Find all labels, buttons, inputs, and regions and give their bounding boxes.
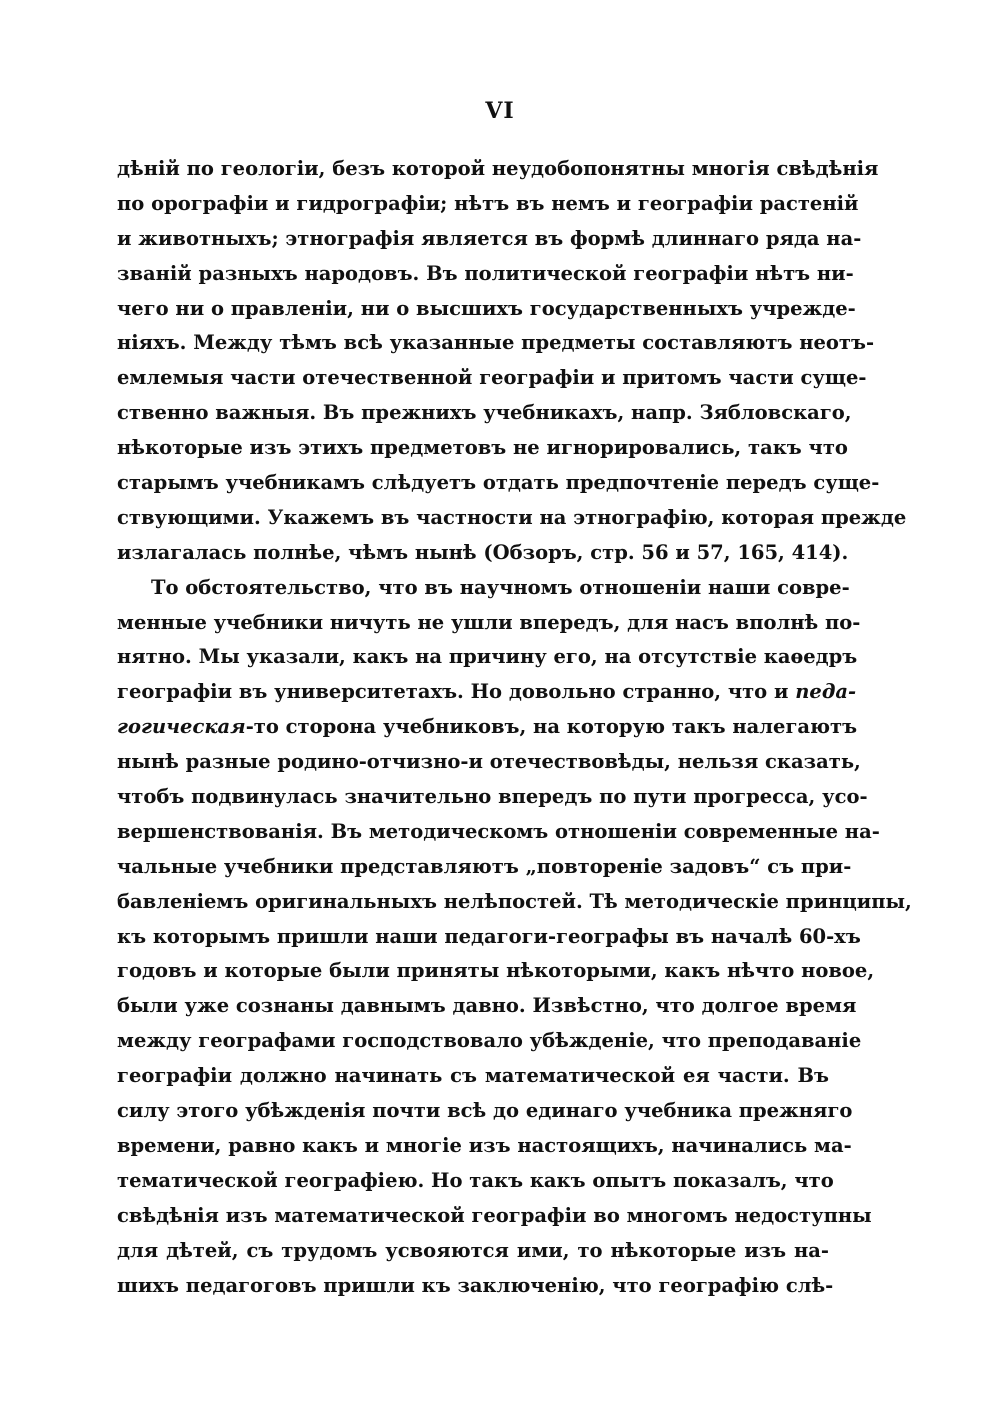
text-line-11: ствующими. Укажемъ въ частности на этнографію, которая прежде <box>117 505 907 529</box>
text-line-17 <box>117 710 858 745</box>
text-line-1: дѣній по геологіи, безъ которой неудобопонятны многія свѣдѣнія <box>117 157 879 180</box>
body-text <box>117 152 912 1303</box>
text-line-30: тематической географіею. Но такъ какъ опытъ показалъ, что <box>117 1168 834 1192</box>
page-number: VI <box>485 98 515 124</box>
text-line-14: менные учебники ничуть не ушли впередъ, для насъ вполнѣ по- <box>117 610 861 634</box>
text-line-12: излагалась полнѣе, чѣмъ нынѣ (Обзоръ, стр. 56 и 57, 165, 414). <box>117 540 849 564</box>
text-line-21: чальные учебники представляютъ „повтореніе задовъ“ съ при- <box>117 854 852 878</box>
text-line-23: къ которымъ пришли наши педагоги-географы въ началѣ 60-хъ <box>117 924 861 948</box>
text-line-16-main: географіи въ университетахъ. Но довольно странно, что и <box>117 680 796 704</box>
text-line-19: чтобъ подвинулась значительно впередъ по пути прогресса, усо- <box>117 785 868 809</box>
text-line-32: для дѣтей, съ трудомъ усвояются ими, то нѣкоторые изъ на- <box>117 1238 829 1262</box>
text-line-10: старымъ учебникамъ слѣдуетъ отдать предпочтеніе передъ суще- <box>117 471 880 495</box>
text-line-15: нятно. Мы указали, какъ на причину его, на отсутствіе каѳедръ <box>117 645 858 669</box>
text-line-4: званій разныхъ народовъ. Въ политической географіи нѣтъ ни- <box>117 261 854 285</box>
text-line-33: шихъ педагоговъ пришли къ заключенію, что географію слѣ- <box>117 1273 834 1297</box>
text-line-7: емлемыя части отечественной географіи и притомъ части суще- <box>117 366 867 390</box>
text-line-16 <box>117 675 857 710</box>
text-line-8: ственно важныя. Въ прежнихъ учебникахъ, напр. Зябловскаго, <box>117 401 852 425</box>
text-line-20: вершенствованія. Въ методическомъ отношеніи современные на- <box>117 819 880 843</box>
italic-gogicheskaya: гогическая <box>117 715 246 739</box>
text-line-9: нѣкоторые изъ этихъ предметовъ не игнорировались, такъ что <box>117 436 848 460</box>
text-line-2: по орографіи и гидрографіи; нѣтъ въ немъ и географіи растеній <box>117 191 859 215</box>
text-line-6: ніяхъ. Между тѣмъ всѣ указанные предметы составляютъ неотъ- <box>117 331 875 355</box>
text-line-5: чего ни о правленіи, ни о высшихъ государственныхъ учрежде- <box>117 296 856 320</box>
text-line-17-rest: -то сторона учебниковъ, на которую такъ налегаютъ <box>245 715 858 739</box>
text-line-13: То обстоятельство, что въ научномъ отношеніи наши совре- <box>151 575 850 599</box>
text-line-28: силу этого убѣжденія почти всѣ до единаго учебника прежняго <box>117 1099 853 1123</box>
text-line-18: нынѣ разные родино-отчизно-и отечествовѣды, нельзя сказать, <box>117 750 861 774</box>
text-line-31: свѣдѣнія изъ математической географіи во многомъ недоступны <box>117 1203 872 1227</box>
text-line-27: географіи должно начинать съ математической ея части. Въ <box>117 1064 829 1088</box>
text-line-3: и животныхъ; этнографія является въ формѣ длиннаго ряда на- <box>117 226 862 250</box>
text-line-26: между географами господствовало убѣжденіе, что преподаваніе <box>117 1029 862 1053</box>
text-line-25: были уже сознаны давнымъ давно. Извѣстно, что долгое время <box>117 994 857 1018</box>
text-line-29: времени, равно какъ и многіе изъ настоящихъ, начинались ма- <box>117 1133 852 1157</box>
text-line-24: годовъ и которые были приняты нѣкоторыми, какъ нѣчто новое, <box>117 959 875 983</box>
text-line-22: бавленіемъ оригинальныхъ нелѣпостей. Тѣ методическіе принципы, <box>117 889 912 913</box>
italic-peda: педа- <box>795 680 857 704</box>
